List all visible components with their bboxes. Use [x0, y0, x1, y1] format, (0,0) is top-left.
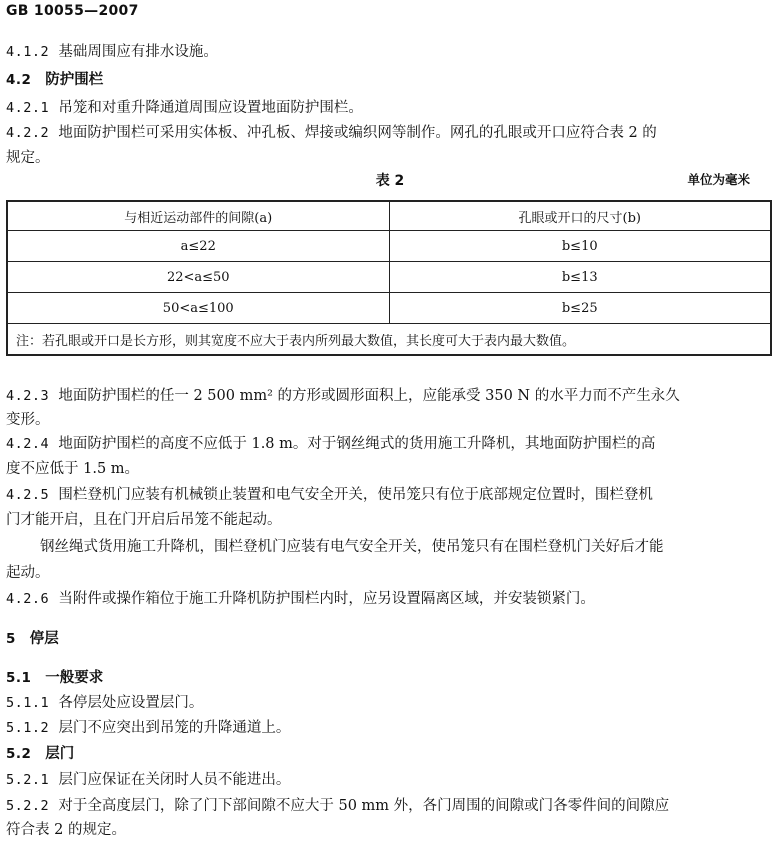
section-heading: 停层 — [29, 631, 59, 647]
clause-text: 层门应保证在关闭时人员不能进出。 — [58, 772, 291, 788]
standard-code: GB 10055—2007 — [6, 3, 139, 19]
clause-text: 基础周围应有排水设施。 — [58, 44, 218, 60]
column-header-opening: 孔眼或开口的尺寸(b) — [389, 201, 771, 231]
table-note-row — [7, 324, 771, 356]
clause-text: 地面防护围栏的高度不应低于 1.8 m。对于钢丝绳式的货用施工升降机，其地面防护围栏的高 — [58, 436, 656, 452]
table-row — [7, 293, 771, 324]
table-note: 注：若孔眼或开口是长方形，则其宽度不应大于表内所列最大数值，其长度可大于表内最大数值。 — [7, 324, 771, 356]
clause-5-1 — [6, 666, 772, 690]
clause-text: 各停层处应设置层门。 — [58, 695, 204, 711]
clause-number: 5.1.1 — [6, 695, 50, 711]
clause-text: 吊笼和对重升降通道周围应设置地面防护围栏。 — [58, 100, 363, 116]
gap-cell: 50<a≤100 — [7, 293, 389, 324]
clause-text: 地面防护围栏的任一 2 500 mm² 的方形或圆形面积上，应能承受 350 N 的水平力而不产生永久 — [58, 388, 680, 404]
clause-heading: 一般要求 — [45, 670, 104, 686]
clause-4-2-2 — [6, 121, 772, 145]
clause-number: 4.1.2 — [6, 44, 50, 60]
clause-number: 4.2 — [6, 72, 32, 88]
clause-continuation — [6, 508, 772, 532]
clause-number: 4.2.4 — [6, 436, 50, 452]
clause-4-2-5 — [6, 483, 772, 507]
clause-4-2-3 — [6, 384, 772, 408]
clause-continuation — [6, 146, 772, 170]
clause-continuation — [6, 457, 772, 481]
clause-number: 4.2.2 — [6, 125, 50, 141]
table-row — [7, 262, 771, 293]
clause-text: 度不应低于 1.5 m。 — [6, 461, 140, 477]
clause-text: 起动。 — [6, 565, 50, 581]
clause-text: 变形。 — [6, 412, 50, 428]
clause-text: 钢丝绳式货用施工升降机，围栏登机门应装有电气安全开关，使吊笼只有在围栏登机门关好后才能 — [40, 539, 664, 555]
clause-number: 5.2.2 — [6, 798, 50, 814]
clause-number: 5.2.1 — [6, 772, 50, 788]
table-row — [7, 231, 771, 262]
opening-cell: b≤10 — [389, 231, 771, 262]
clause-5-2-1 — [6, 768, 772, 792]
gap-cell: a≤22 — [7, 231, 389, 262]
clause-5-2-2 — [6, 794, 772, 818]
clause-text: 地面防护围栏可采用实体板、冲孔板、焊接或编织网等制作。网孔的孔眼或开口应符合表 2 的 — [58, 125, 657, 141]
clause-number: 4.2.3 — [6, 388, 50, 404]
opening-cell: b≤13 — [389, 262, 771, 293]
gap-cell: 22<a≤50 — [7, 262, 389, 293]
clause-continuation — [6, 818, 772, 842]
clause-5-1-2 — [6, 716, 772, 740]
clause-4-1-2 — [6, 40, 772, 64]
table-header-row — [7, 201, 771, 231]
clause-number: 4.2.1 — [6, 100, 50, 116]
clause-number: 4.2.5 — [6, 487, 50, 503]
clause-4-2-6 — [6, 587, 772, 611]
clause-text: 围栏登机门应装有机械锁止装置和电气安全开关，使吊笼只有位于底部规定位置时，围栏登机 — [58, 487, 653, 503]
clause-5-1-1 — [6, 691, 772, 715]
clause-number: 5.2 — [6, 746, 32, 762]
section-number: 5 — [6, 631, 16, 647]
opening-cell: b≤25 — [389, 293, 771, 324]
clause-text: 规定。 — [6, 150, 50, 166]
table-caption: 表 2 — [375, 173, 405, 189]
clause-4-2-4 — [6, 432, 772, 456]
clearance-table — [6, 200, 772, 356]
clause-paragraph — [40, 535, 772, 559]
clause-text: 层门不应突出到吊笼的升降通道上。 — [58, 720, 291, 736]
clause-heading: 层门 — [45, 746, 75, 762]
clause-text: 门才能开启，且在门开启后吊笼不能起动。 — [6, 512, 282, 528]
clause-4-2 — [6, 68, 772, 92]
clause-text: 符合表 2 的规定。 — [6, 822, 126, 838]
section-5-heading — [6, 627, 772, 651]
clause-number: 4.2.6 — [6, 591, 50, 607]
table-unit: 单位为毫米 — [687, 172, 750, 187]
clause-text: 当附件或操作箱位于施工升降机防护围栏内时，应另设置隔离区域，并安装锁紧门。 — [58, 591, 595, 607]
clause-continuation — [6, 561, 772, 585]
column-header-gap: 与相近运动部件的间隙(a) — [7, 201, 389, 231]
clause-5-2 — [6, 742, 772, 766]
clause-continuation — [6, 408, 772, 432]
clause-text: 对于全高度层门，除了门下部间隙不应大于 50 mm 外，各门周围的间隙或门各零件间的间隙应 — [58, 798, 670, 814]
clause-number: 5.1 — [6, 670, 32, 686]
clause-heading: 防护围栏 — [45, 72, 104, 88]
clause-4-2-1 — [6, 96, 772, 120]
clause-number: 5.1.2 — [6, 720, 50, 736]
